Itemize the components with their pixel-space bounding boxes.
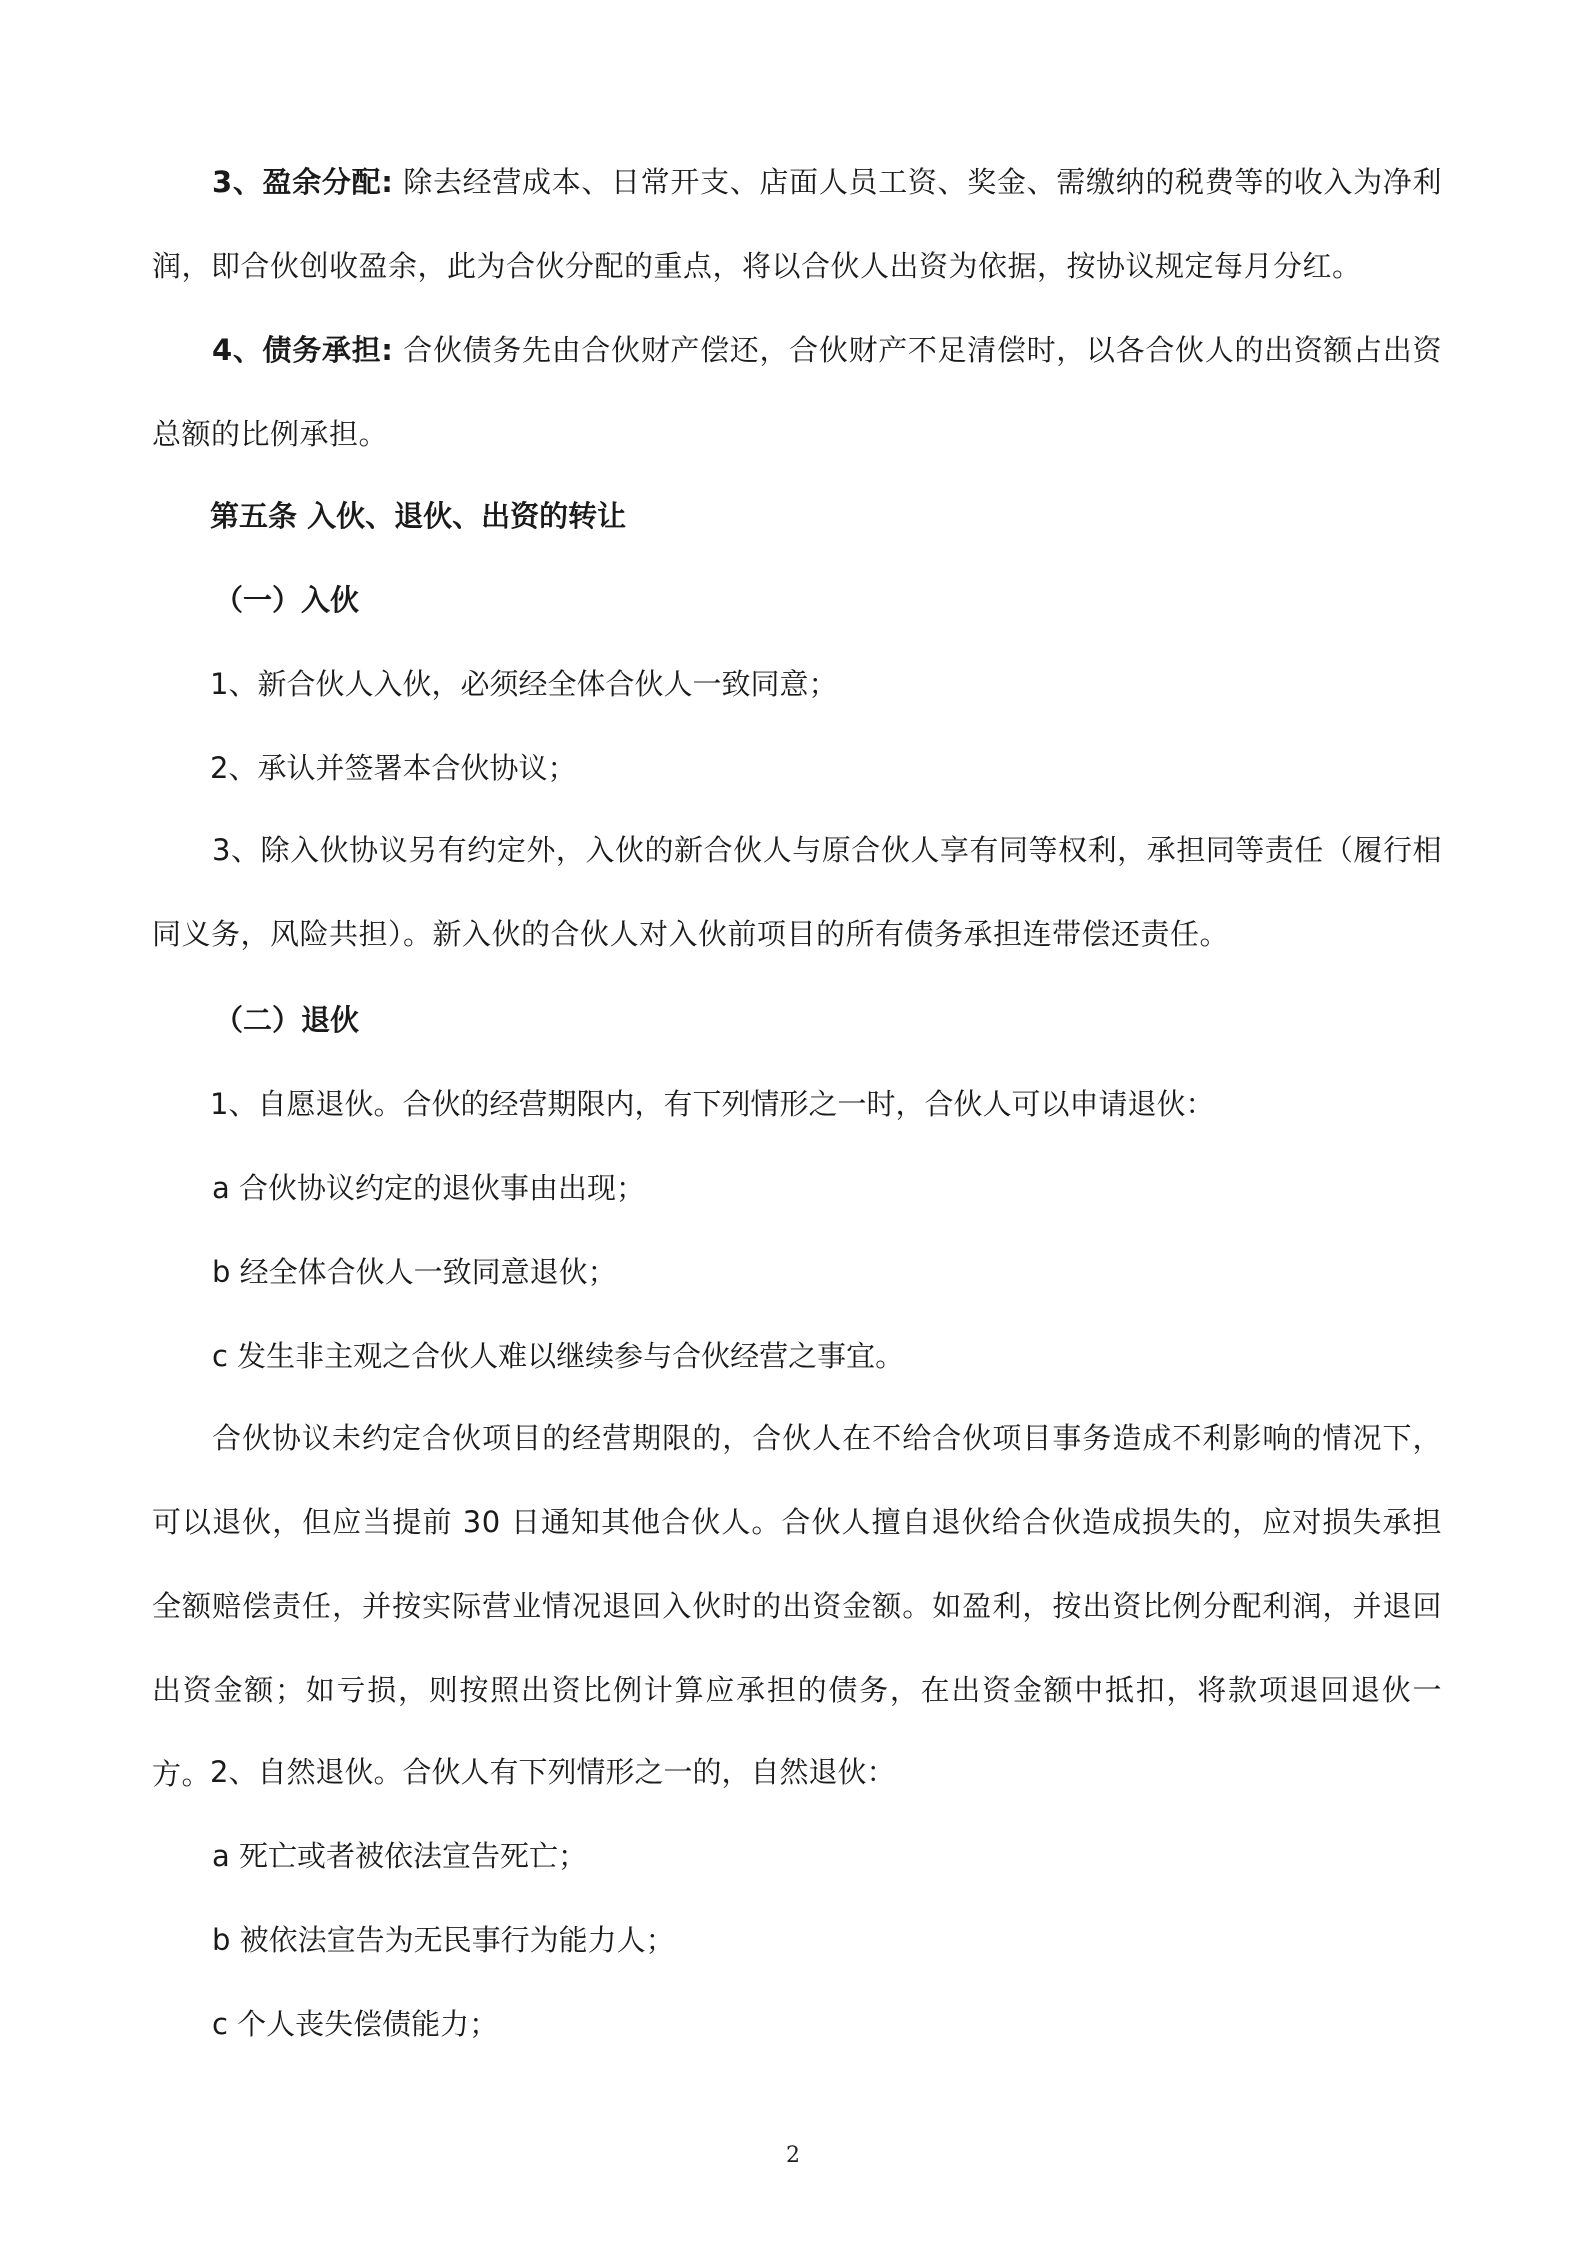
- voluntary-withdraw-a: a 合伙协议约定的退伙事由出现；: [212, 1171, 645, 1205]
- profit-distribution-text: 除去经营成本、日常开支、店面人员工资、奖金、需缴纳的税费等的收入为净利润，即合伙创收盈余，此为合伙分配的重点，将以合伙人出资为依据，按协议规定每月分红。: [152, 165, 1442, 283]
- natural-withdraw-b: b 被依法宣告为无民事行为能力人；: [212, 1923, 675, 1957]
- debt-bearing-paragraph: [152, 308, 1442, 476]
- section-join-heading: （一）入伙: [214, 583, 360, 617]
- natural-withdraw-a: a 死亡或者被依法宣告死亡；: [212, 1839, 587, 1873]
- page-number: 2: [786, 2143, 800, 2168]
- voluntary-withdraw-c: c 发生非主观之合伙人难以继续参与合伙经营之事宜。: [212, 1339, 905, 1373]
- join-item-3: 3、除入伙协议另有约定外，入伙的新合伙人与原合伙人享有同等权利，承担同等责任（履行相同义务，风险共担）。新入伙的合伙人对入伙前项目的所有债务承担连带偿还责任。: [152, 833, 1442, 951]
- section-withdraw-heading: （二）退伙: [214, 1003, 360, 1037]
- natural-withdraw-c: c 个人丧失偿债能力；: [212, 2007, 499, 2041]
- voluntary-withdraw-intro: 1、自愿退伙。合伙的经营期限内，有下列情形之一时，合伙人可以申请退伙：: [210, 1087, 1215, 1121]
- article-5-title: 第五条 入伙、退伙、出资的转让: [210, 499, 627, 533]
- voluntary-withdraw-b: b 经全体合伙人一致同意退伙；: [212, 1255, 617, 1289]
- debt-bearing-label: 4、债务承担:: [212, 333, 394, 367]
- debt-bearing-text: 合伙债务先由合伙财产偿还，合伙财产不足清偿时，以各合伙人的出资额占出资总额的比例承担。: [152, 333, 1442, 451]
- join-item-1: 1、新合伙人入伙，必须经全体合伙人一致同意；: [210, 667, 838, 701]
- join-item-2: 2、承认并签署本合伙协议；: [210, 751, 577, 785]
- no-term-withdraw-paragraph: 合伙协议未约定合伙项目的经营期限的，合伙人在不给合伙项目事务造成不利影响的情况下，可以退伙，但应当提前 30 日通知其他合伙人。合伙人擅自退伙给合伙造成损失的，应对损失承担全额赔偿责任，并按实际营业情况退回入伙时的出资金额。如盈利，按出资比例分配利润，并退回出资金额；如亏损，则按照出资比例计算应承担的债务，在出资金额中抵扣，将款项退回退伙一方。: [152, 1421, 1442, 1791]
- profit-distribution-paragraph: [152, 140, 1442, 308]
- natural-withdraw-intro: 2、自然退伙。合伙人有下列情形之一的，自然退伙：: [210, 1755, 896, 1789]
- profit-distribution-label: 3、盈余分配:: [212, 165, 394, 199]
